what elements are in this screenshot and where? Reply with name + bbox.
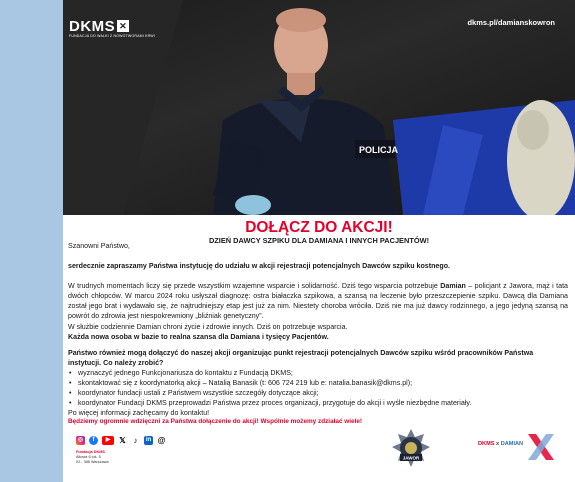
tiktok-icon[interactable]: ♪ bbox=[131, 436, 140, 445]
intro-text: serdecznie zapraszamy Państwa instytucję do udziału w akcji rejestracji potencjalnych Dawców szpiku kostnego. bbox=[68, 262, 451, 271]
linkedin-icon[interactable]: in bbox=[145, 437, 152, 443]
hero-illustration bbox=[63, 0, 575, 215]
flyer-page bbox=[63, 0, 575, 482]
steps-list bbox=[68, 368, 568, 408]
svg-text:POLICJA: POLICJA bbox=[359, 145, 399, 155]
list-item: • wyznaczyć jednego Funkcjonariusza do kontaktu z Fundacją DKMS; bbox=[68, 368, 568, 378]
story-paragraph: W trudnych momentach liczy się przede wszystkim wzajemne wsparcie i solidarność. Dziś tego wsparcia potrzebuje Damian – policjant z Jawora, mąż i tata dwóch chłopców. W marcu 2024 roku usłyszał diagnozę: ostra białaczka szpikowa, a szansą na leczenie było przeszczepienie szpiku. Dawcą dla Damiana został jego brat i wydawało się, że najtrudniejszy etap jest już za nim. Niestety choroba wróciła. Dziś nie ma już dawcy rodzinnego, a jego jedyną szansą na powrót do zdrowia jest niespokrewniony „bliźniak genetyczny”. bbox=[68, 282, 568, 321]
partner-logo: DKMS x DAMIAN bbox=[478, 441, 524, 447]
cta-heading: Państwo również mogą dołączyć do naszej akcji organizując punkt rejestracji potencjalnych Dawców szpiku wśród pracowników Państwa instytucji. Co należy zrobić? bbox=[68, 348, 534, 367]
partner-x-icon bbox=[526, 432, 556, 462]
letter-body bbox=[68, 241, 568, 418]
story-line-3: Każda nowa osoba w bazie to realna szansa dla Damiana i tysięcy Pacjentów. bbox=[68, 332, 329, 341]
page-subtitle: DZIEŃ DAWCY SZPIKU DLA DAMIANA I INNYCH PACJENTÓW! bbox=[208, 236, 430, 245]
list-item: • koordynator Fundacji DKMS przeprowadzi Państwa przez proces organizacji, przygotuje do akcji i wyśle niezbędne materiały. bbox=[68, 398, 568, 408]
thanks-text: Będziemy ogromnie wdzięczni za Państwa dołączenie do akcji! Wspólnie możemy zdziałać wiele! bbox=[68, 418, 363, 425]
police-badge-icon bbox=[391, 428, 431, 468]
youtube-icon[interactable]: ▶ bbox=[102, 436, 114, 445]
list-item: • skontaktować się z koordynatorką akcji – Natalią Banasik (t: 606 724 219 lub e: natalia.banasik@dkms.pl); bbox=[68, 378, 568, 388]
dkms-logo: DKMS ✕ bbox=[69, 18, 128, 35]
instagram-icon[interactable]: ◎ bbox=[77, 437, 84, 443]
campaign-url[interactable]: dkms.pl/damianskowron bbox=[467, 18, 555, 27]
x-icon[interactable]: 𝕏 bbox=[119, 436, 126, 445]
greeting: Szanowni Państwo, bbox=[68, 242, 130, 250]
patient-name: Damian bbox=[440, 282, 466, 291]
more-info: Po więcej informacji zachęcamy do kontaktu! bbox=[68, 409, 210, 418]
page-title: DOŁĄCZ DO AKCJI! bbox=[245, 219, 393, 236]
svg-text:JAWOR: JAWOR bbox=[402, 455, 420, 461]
hero-photo bbox=[63, 0, 575, 215]
social-icons bbox=[76, 436, 166, 445]
facebook-icon[interactable]: f bbox=[89, 436, 98, 445]
list-item: • koordynator fundacji ustali z Państwem wszystkie szczegóły dotyczące akcji; bbox=[68, 388, 568, 398]
logo-x-icon: ✕ bbox=[119, 21, 128, 31]
story-line-2: W służbie codziennie Damian chroni życie i zdrowie innych. Dziś on potrzebuje wsparcia. bbox=[68, 322, 348, 331]
threads-icon[interactable]: @ bbox=[157, 436, 166, 445]
footer-address: Fundacja DKMS Altowa 6 lok. 5 02 - 386 Warszawa bbox=[76, 450, 109, 464]
logo-subtitle: FUNDACJA DO WALKI Z NOWOTWORAMI KRWI bbox=[69, 34, 155, 38]
